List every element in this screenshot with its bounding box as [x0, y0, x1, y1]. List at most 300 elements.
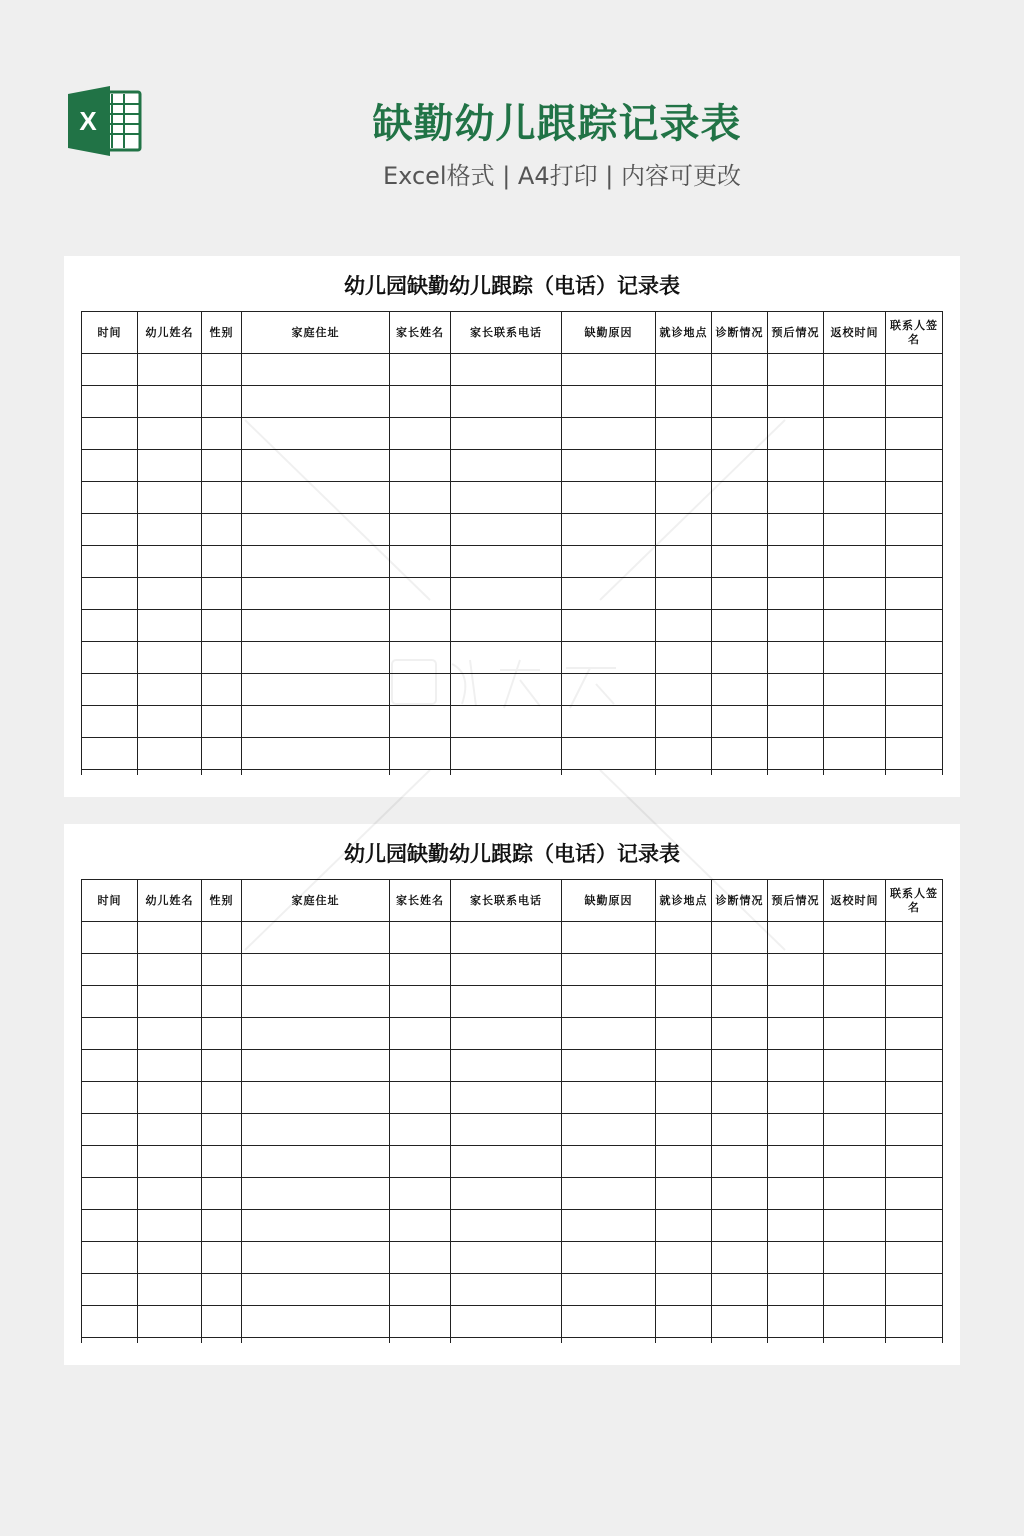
table-cell[interactable] [886, 706, 943, 738]
table-cell[interactable] [886, 642, 943, 674]
table-cell[interactable] [768, 954, 824, 986]
table-cell[interactable] [242, 1082, 390, 1114]
table-cell[interactable] [768, 738, 824, 770]
table-cell[interactable] [712, 1050, 768, 1082]
table-cell[interactable] [82, 1306, 138, 1338]
table-cell[interactable] [202, 1050, 242, 1082]
table-cell[interactable] [824, 546, 886, 578]
table-cell[interactable] [138, 738, 202, 770]
table-cell[interactable] [768, 1210, 824, 1242]
table-cell[interactable] [202, 1178, 242, 1210]
table-cell[interactable] [768, 1146, 824, 1178]
table-cell[interactable] [562, 1146, 656, 1178]
table-cell[interactable] [562, 450, 656, 482]
table-cell[interactable] [390, 1178, 451, 1210]
table-cell[interactable] [242, 578, 390, 610]
table-cell[interactable] [451, 1178, 562, 1210]
table-cell[interactable] [824, 578, 886, 610]
table-cell[interactable] [886, 1050, 943, 1082]
table-cell[interactable] [656, 1114, 712, 1146]
table-cell[interactable] [712, 386, 768, 418]
table-cell[interactable] [451, 1018, 562, 1050]
table-cell[interactable] [390, 578, 451, 610]
table-cell[interactable] [138, 514, 202, 546]
table-cell[interactable] [390, 1050, 451, 1082]
table-cell[interactable] [82, 610, 138, 642]
table-cell[interactable] [202, 1018, 242, 1050]
table-cell[interactable] [242, 674, 390, 706]
table-cell[interactable] [138, 482, 202, 514]
table-cell[interactable] [202, 738, 242, 770]
table-cell[interactable] [451, 450, 562, 482]
table-cell[interactable] [562, 1178, 656, 1210]
table-cell[interactable] [451, 954, 562, 986]
table-cell[interactable] [656, 578, 712, 610]
table-cell[interactable] [390, 738, 451, 770]
table-cell[interactable] [451, 1050, 562, 1082]
table-cell[interactable] [886, 986, 943, 1018]
table-cell[interactable] [562, 1306, 656, 1338]
table-cell[interactable] [390, 1018, 451, 1050]
table-cell[interactable] [824, 1146, 886, 1178]
table-cell[interactable] [886, 674, 943, 706]
table-cell[interactable] [82, 450, 138, 482]
table-cell[interactable] [390, 418, 451, 450]
table-cell[interactable] [712, 610, 768, 642]
table-cell[interactable] [242, 450, 390, 482]
table-cell[interactable] [82, 1050, 138, 1082]
table-cell[interactable] [886, 1146, 943, 1178]
table-cell[interactable] [138, 954, 202, 986]
table-cell[interactable] [768, 482, 824, 514]
table-cell[interactable] [656, 706, 712, 738]
table-cell[interactable] [138, 706, 202, 738]
table-cell[interactable] [138, 386, 202, 418]
table-cell[interactable] [390, 482, 451, 514]
table-cell[interactable] [712, 738, 768, 770]
table-cell[interactable] [242, 1210, 390, 1242]
table-cell[interactable] [82, 418, 138, 450]
table-cell[interactable] [138, 450, 202, 482]
table-cell[interactable] [562, 514, 656, 546]
table-cell[interactable] [242, 642, 390, 674]
table-cell[interactable] [242, 1146, 390, 1178]
table-cell[interactable] [768, 386, 824, 418]
table-cell[interactable] [656, 1242, 712, 1274]
table-cell[interactable] [656, 418, 712, 450]
table-cell[interactable] [138, 546, 202, 578]
table-cell[interactable] [82, 354, 138, 386]
table-cell[interactable] [768, 354, 824, 386]
table-cell[interactable] [656, 1146, 712, 1178]
table-cell[interactable] [242, 482, 390, 514]
table-cell[interactable] [712, 642, 768, 674]
table-cell[interactable] [886, 386, 943, 418]
table-cell[interactable] [712, 450, 768, 482]
table-cell[interactable] [562, 386, 656, 418]
table-cell[interactable] [768, 1018, 824, 1050]
table-cell[interactable] [712, 1082, 768, 1114]
table-cell[interactable] [451, 386, 562, 418]
table-cell[interactable] [712, 1146, 768, 1178]
table-cell[interactable] [242, 954, 390, 986]
table-cell[interactable] [390, 986, 451, 1018]
table-cell[interactable] [768, 1306, 824, 1338]
table-cell[interactable] [202, 642, 242, 674]
table-cell[interactable] [202, 954, 242, 986]
table-cell[interactable] [768, 578, 824, 610]
table-cell[interactable] [824, 1082, 886, 1114]
table-cell[interactable] [824, 1018, 886, 1050]
table-cell[interactable] [768, 418, 824, 450]
table-cell[interactable] [202, 386, 242, 418]
table-cell[interactable] [390, 1210, 451, 1242]
table-cell[interactable] [712, 354, 768, 386]
table-cell[interactable] [824, 986, 886, 1018]
table-cell[interactable] [390, 642, 451, 674]
table-cell[interactable] [242, 418, 390, 450]
table-cell[interactable] [451, 1114, 562, 1146]
table-cell[interactable] [82, 1114, 138, 1146]
table-cell[interactable] [451, 986, 562, 1018]
table-cell[interactable] [202, 706, 242, 738]
table-cell[interactable] [824, 1210, 886, 1242]
table-cell[interactable] [138, 354, 202, 386]
table-cell[interactable] [824, 1114, 886, 1146]
table-cell[interactable] [886, 738, 943, 770]
table-cell[interactable] [656, 954, 712, 986]
table-cell[interactable] [562, 610, 656, 642]
table-cell[interactable] [656, 546, 712, 578]
table-cell[interactable] [562, 482, 656, 514]
table-cell[interactable] [242, 1178, 390, 1210]
table-cell[interactable] [242, 1018, 390, 1050]
table-cell[interactable] [886, 1210, 943, 1242]
table-cell[interactable] [886, 610, 943, 642]
table-cell[interactable] [390, 450, 451, 482]
table-cell[interactable] [242, 1274, 390, 1306]
table-cell[interactable] [656, 1210, 712, 1242]
table-cell[interactable] [138, 1242, 202, 1274]
table-cell[interactable] [562, 1274, 656, 1306]
table-cell[interactable] [824, 1050, 886, 1082]
table-cell[interactable] [202, 610, 242, 642]
table-cell[interactable] [82, 482, 138, 514]
table-cell[interactable] [656, 1274, 712, 1306]
table-cell[interactable] [202, 578, 242, 610]
table-cell[interactable] [656, 674, 712, 706]
table-cell[interactable] [82, 1018, 138, 1050]
table-cell[interactable] [824, 674, 886, 706]
table-cell[interactable] [82, 1210, 138, 1242]
table-cell[interactable] [390, 674, 451, 706]
table-cell[interactable] [202, 986, 242, 1018]
table-cell[interactable] [768, 1178, 824, 1210]
table-cell[interactable] [242, 546, 390, 578]
table-cell[interactable] [824, 642, 886, 674]
table-cell[interactable] [886, 418, 943, 450]
table-cell[interactable] [656, 514, 712, 546]
table-cell[interactable] [712, 674, 768, 706]
table-cell[interactable] [451, 706, 562, 738]
table-cell[interactable] [242, 986, 390, 1018]
table-cell[interactable] [451, 1242, 562, 1274]
table-cell[interactable] [886, 482, 943, 514]
table-cell[interactable] [562, 418, 656, 450]
table-cell[interactable] [886, 354, 943, 386]
table-cell[interactable] [562, 1018, 656, 1050]
table-cell[interactable] [202, 674, 242, 706]
table-cell[interactable] [138, 1050, 202, 1082]
table-cell[interactable] [824, 354, 886, 386]
table-cell[interactable] [138, 642, 202, 674]
table-cell[interactable] [138, 1274, 202, 1306]
table-cell[interactable] [390, 706, 451, 738]
table-cell[interactable] [390, 1114, 451, 1146]
table-cell[interactable] [390, 514, 451, 546]
table-cell[interactable] [886, 1018, 943, 1050]
table-cell[interactable] [82, 1146, 138, 1178]
table-cell[interactable] [138, 1114, 202, 1146]
table-cell[interactable] [712, 1274, 768, 1306]
table-cell[interactable] [202, 1274, 242, 1306]
table-cell[interactable] [451, 1210, 562, 1242]
table-cell[interactable] [242, 1050, 390, 1082]
table-cell[interactable] [768, 1050, 824, 1082]
table-cell[interactable] [656, 482, 712, 514]
table-cell[interactable] [82, 514, 138, 546]
table-cell[interactable] [562, 1114, 656, 1146]
table-cell[interactable] [656, 738, 712, 770]
table-cell[interactable] [886, 1178, 943, 1210]
table-cell[interactable] [768, 922, 824, 954]
table-cell[interactable] [656, 1018, 712, 1050]
table-cell[interactable] [768, 1274, 824, 1306]
table-cell[interactable] [886, 578, 943, 610]
table-cell[interactable] [390, 386, 451, 418]
table-cell[interactable] [82, 706, 138, 738]
table-cell[interactable] [82, 1242, 138, 1274]
table-cell[interactable] [451, 738, 562, 770]
table-cell[interactable] [451, 482, 562, 514]
table-cell[interactable] [562, 922, 656, 954]
table-cell[interactable] [562, 1210, 656, 1242]
table-cell[interactable] [562, 546, 656, 578]
table-cell[interactable] [562, 706, 656, 738]
table-cell[interactable] [451, 418, 562, 450]
table-cell[interactable] [138, 1146, 202, 1178]
table-cell[interactable] [824, 482, 886, 514]
table-cell[interactable] [138, 1210, 202, 1242]
table-cell[interactable] [824, 706, 886, 738]
table-cell[interactable] [824, 1242, 886, 1274]
table-cell[interactable] [242, 354, 390, 386]
table-cell[interactable] [712, 1242, 768, 1274]
table-cell[interactable] [242, 610, 390, 642]
table-cell[interactable] [824, 1274, 886, 1306]
table-cell[interactable] [82, 1274, 138, 1306]
table-cell[interactable] [202, 450, 242, 482]
table-cell[interactable] [390, 954, 451, 986]
table-cell[interactable] [390, 1146, 451, 1178]
table-cell[interactable] [138, 1018, 202, 1050]
table-cell[interactable] [712, 482, 768, 514]
table-cell[interactable] [242, 922, 390, 954]
table-cell[interactable] [202, 1114, 242, 1146]
table-cell[interactable] [768, 514, 824, 546]
table-cell[interactable] [768, 546, 824, 578]
table-cell[interactable] [768, 642, 824, 674]
table-cell[interactable] [138, 674, 202, 706]
table-cell[interactable] [390, 1274, 451, 1306]
table-cell[interactable] [886, 922, 943, 954]
table-cell[interactable] [390, 922, 451, 954]
table-cell[interactable] [656, 986, 712, 1018]
table-cell[interactable] [768, 1242, 824, 1274]
table-cell[interactable] [562, 986, 656, 1018]
table-cell[interactable] [82, 1082, 138, 1114]
table-cell[interactable] [202, 418, 242, 450]
table-cell[interactable] [656, 354, 712, 386]
table-cell[interactable] [82, 642, 138, 674]
table-cell[interactable] [390, 1082, 451, 1114]
table-cell[interactable] [202, 1306, 242, 1338]
table-cell[interactable] [886, 954, 943, 986]
table-cell[interactable] [562, 954, 656, 986]
table-cell[interactable] [656, 1082, 712, 1114]
table-cell[interactable] [202, 1210, 242, 1242]
table-cell[interactable] [656, 610, 712, 642]
table-cell[interactable] [138, 986, 202, 1018]
table-cell[interactable] [202, 482, 242, 514]
table-cell[interactable] [768, 986, 824, 1018]
table-cell[interactable] [562, 738, 656, 770]
table-cell[interactable] [202, 546, 242, 578]
table-cell[interactable] [886, 450, 943, 482]
table-cell[interactable] [712, 922, 768, 954]
table-cell[interactable] [451, 1306, 562, 1338]
table-cell[interactable] [712, 546, 768, 578]
table-cell[interactable] [451, 674, 562, 706]
table-cell[interactable] [242, 738, 390, 770]
table-cell[interactable] [824, 738, 886, 770]
table-cell[interactable] [242, 1242, 390, 1274]
table-cell[interactable] [82, 578, 138, 610]
table-cell[interactable] [768, 610, 824, 642]
table-cell[interactable] [886, 546, 943, 578]
table-cell[interactable] [451, 514, 562, 546]
table-cell[interactable] [390, 1306, 451, 1338]
table-cell[interactable] [656, 1050, 712, 1082]
table-cell[interactable] [138, 418, 202, 450]
table-cell[interactable] [138, 1082, 202, 1114]
table-cell[interactable] [451, 1146, 562, 1178]
table-cell[interactable] [138, 922, 202, 954]
table-cell[interactable] [451, 1082, 562, 1114]
table-cell[interactable] [712, 514, 768, 546]
table-cell[interactable] [824, 514, 886, 546]
table-cell[interactable] [824, 922, 886, 954]
table-cell[interactable] [712, 1018, 768, 1050]
table-cell[interactable] [562, 642, 656, 674]
table-cell[interactable] [202, 922, 242, 954]
table-cell[interactable] [768, 1114, 824, 1146]
table-cell[interactable] [82, 1178, 138, 1210]
table-cell[interactable] [202, 1242, 242, 1274]
table-cell[interactable] [202, 1146, 242, 1178]
table-cell[interactable] [82, 954, 138, 986]
table-cell[interactable] [886, 1274, 943, 1306]
table-cell[interactable] [768, 674, 824, 706]
table-cell[interactable] [202, 514, 242, 546]
table-cell[interactable] [712, 578, 768, 610]
table-cell[interactable] [390, 354, 451, 386]
table-cell[interactable] [824, 610, 886, 642]
table-cell[interactable] [562, 1242, 656, 1274]
table-cell[interactable] [390, 546, 451, 578]
table-cell[interactable] [824, 386, 886, 418]
table-cell[interactable] [768, 706, 824, 738]
table-cell[interactable] [138, 1178, 202, 1210]
table-cell[interactable] [242, 1306, 390, 1338]
table-cell[interactable] [886, 1306, 943, 1338]
table-cell[interactable] [562, 1082, 656, 1114]
table-cell[interactable] [451, 642, 562, 674]
table-cell[interactable] [712, 1114, 768, 1146]
table-cell[interactable] [242, 706, 390, 738]
table-cell[interactable] [562, 354, 656, 386]
table-cell[interactable] [824, 1178, 886, 1210]
table-cell[interactable] [242, 1114, 390, 1146]
table-cell[interactable] [451, 610, 562, 642]
table-cell[interactable] [562, 1050, 656, 1082]
table-cell[interactable] [886, 514, 943, 546]
table-cell[interactable] [82, 738, 138, 770]
table-cell[interactable] [451, 1274, 562, 1306]
table-cell[interactable] [824, 450, 886, 482]
table-cell[interactable] [824, 954, 886, 986]
table-cell[interactable] [656, 1178, 712, 1210]
table-cell[interactable] [712, 418, 768, 450]
table-cell[interactable] [824, 1306, 886, 1338]
table-cell[interactable] [712, 1306, 768, 1338]
table-cell[interactable] [82, 922, 138, 954]
table-cell[interactable] [202, 1082, 242, 1114]
table-cell[interactable] [451, 546, 562, 578]
table-cell[interactable] [562, 674, 656, 706]
table-cell[interactable] [886, 1114, 943, 1146]
table-cell[interactable] [768, 450, 824, 482]
table-cell[interactable] [712, 1178, 768, 1210]
table-cell[interactable] [202, 354, 242, 386]
table-cell[interactable] [82, 986, 138, 1018]
table-cell[interactable] [138, 1306, 202, 1338]
table-cell[interactable] [656, 642, 712, 674]
table-cell[interactable] [390, 1242, 451, 1274]
table-cell[interactable] [712, 954, 768, 986]
table-cell[interactable] [138, 578, 202, 610]
table-cell[interactable] [656, 386, 712, 418]
table-cell[interactable] [451, 354, 562, 386]
table-cell[interactable] [82, 674, 138, 706]
table-cell[interactable] [451, 922, 562, 954]
table-cell[interactable] [712, 986, 768, 1018]
table-cell[interactable] [768, 1082, 824, 1114]
table-cell[interactable] [656, 450, 712, 482]
table-cell[interactable] [824, 418, 886, 450]
table-cell[interactable] [138, 610, 202, 642]
table-cell[interactable] [712, 1210, 768, 1242]
